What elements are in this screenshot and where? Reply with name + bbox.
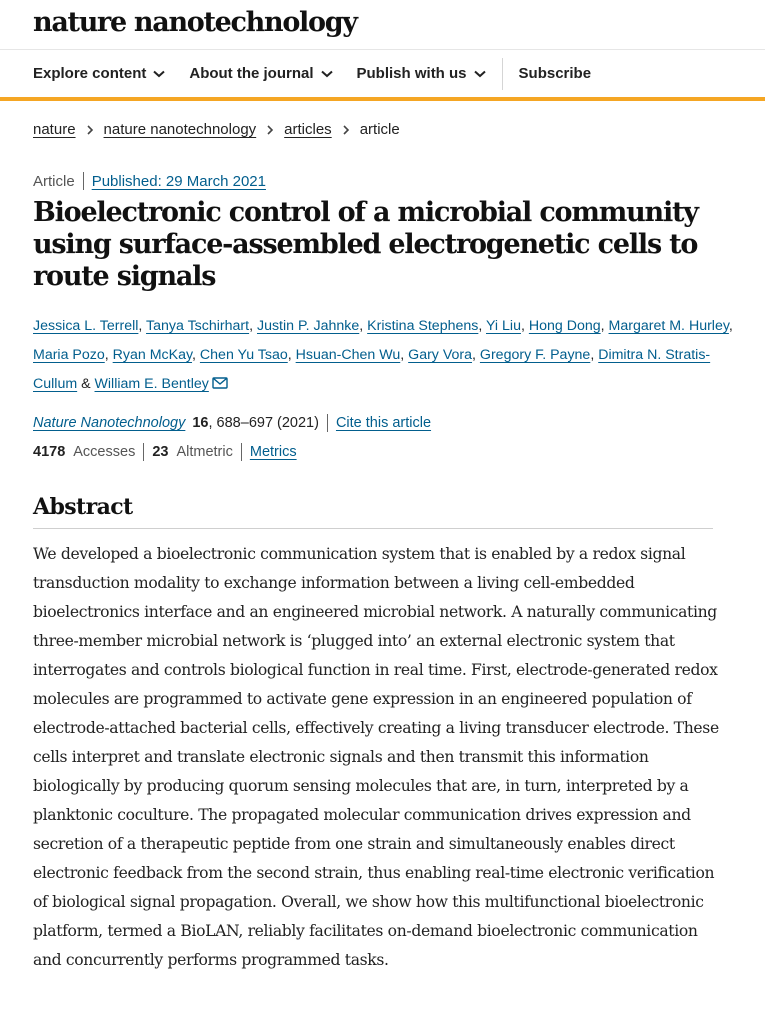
chevron-right-icon <box>266 125 274 135</box>
author-link[interactable]: Justin P. Jahnke <box>256 318 360 334</box>
chevron-down-icon <box>474 70 486 78</box>
published-date-link[interactable]: Published: 29 March 2021 <box>91 172 266 190</box>
author-link[interactable]: Hong Dong <box>528 318 601 334</box>
nav-explore-content-label: Explore content <box>33 65 147 82</box>
abstract-heading: Abstract <box>33 494 713 529</box>
author-link[interactable]: Dimitra N. Stratis-Cullum <box>33 347 711 392</box>
author-link[interactable]: Tanya Tschirhart <box>146 318 250 334</box>
author-link[interactable]: Maria Pozo <box>33 347 105 363</box>
author-link[interactable]: Jessica L. Terrell <box>33 318 139 334</box>
accesses-count: 4178 <box>33 444 66 460</box>
nav-about-journal-label: About the journal <box>189 65 314 82</box>
nav-subscribe[interactable]: Subscribe <box>518 65 592 82</box>
breadcrumb <box>33 121 400 138</box>
volume: 16 <box>192 415 209 431</box>
main-nav <box>0 50 765 101</box>
author-link[interactable]: Kristina Stephens <box>367 318 479 334</box>
chevron-down-icon <box>153 70 165 78</box>
nav-divider <box>502 58 503 90</box>
divider <box>83 172 84 190</box>
author-link[interactable]: Chen Yu Tsao <box>199 347 288 363</box>
author-link[interactable]: Ryan McKay <box>112 347 193 363</box>
author-list: Jessica L. Terrell, Tanya Tschirhart, Justin P. Jahnke, Kristina Stephens, Yi Liu, Hong Dong, Margaret M. Hurley, Maria Pozo, Ryan McKay, Chen Yu Tsao, Hsuan-Chen Wu, Gary Vora, Gregory F. Payne, Dimitra N. Stratis-Cullum & William E. Bentley <box>33 318 733 392</box>
author-link[interactable]: Margaret M. Hurley <box>608 318 729 334</box>
altmetric-count: 23 <box>152 444 169 460</box>
breadcrumb-nature[interactable]: nature <box>33 121 76 138</box>
mail-icon[interactable] <box>212 377 228 389</box>
pages-year: , 688–697 (2021) <box>208 415 319 431</box>
nav-about-journal[interactable] <box>189 65 332 82</box>
citation-line <box>33 414 431 432</box>
breadcrumb-articles[interactable]: articles <box>284 121 332 138</box>
author-link[interactable]: Yi Liu <box>486 318 521 334</box>
author-link[interactable]: Gary Vora <box>408 347 473 363</box>
site-logo[interactable]: nature nanotechnology <box>33 7 357 38</box>
article-type: Article <box>33 172 75 190</box>
altmetric-label: Altmetric <box>176 444 233 460</box>
article-meta <box>33 172 266 190</box>
divider <box>143 443 144 461</box>
metrics-line <box>33 443 297 461</box>
abstract-text: We developed a bioelectronic communication system that is enabled by a redox signal transduction modality to exchange information between a living cell-embedded bioelectronics interface and an engineered microbial network. A naturally communicating three-member microbial network is ‘plugged into’ an external electronic system that interrogates and controls biological function in real time. First, electrode-generated redox molecules are programmed to activate gene expression in an engineered population of electrode-attached bacterial cells, effectively creating a living transducer electrode. These cells interpret and translate electronic signals and then transmit this information biologically by producing quorum sensing molecules that are, in turn, interpreted by a planktonic coculture. The propagated molecular communication drives expression and secretion of a therapeutic peptide from one strain and simultaneously enables direct electronic feedback from the second strain, thus enabling real-time electronic verification of biological signal propagation. Overall, we show how this multifunctional bioelectronic platform, termed a BioLAN, reliably facilitates on-demand bioelectronic communication and concurrently performs programmed tasks. <box>33 545 719 969</box>
nav-publish-with-us[interactable] <box>357 65 486 82</box>
nav-publish-with-us-label: Publish with us <box>356 65 467 82</box>
journal-name-link[interactable]: Nature Nanotechnology <box>33 415 186 431</box>
chevron-right-icon <box>86 125 94 135</box>
cite-this-article-link[interactable]: Cite this article <box>335 415 432 431</box>
accesses-label: Accesses <box>73 444 136 460</box>
nav-explore-content[interactable] <box>33 65 165 82</box>
author-link[interactable]: Hsuan-Chen Wu <box>295 347 401 363</box>
chevron-down-icon <box>321 70 333 78</box>
breadcrumb-nature-nanotechnology[interactable]: nature nanotechnology <box>103 121 257 138</box>
masthead <box>0 0 765 50</box>
breadcrumb-current: article <box>359 121 400 138</box>
article-title: Bioelectronic control of a microbial community using surface-assembled electrogenetic cells to route signals <box>33 197 698 292</box>
divider <box>327 414 328 432</box>
author-link[interactable]: William E. Bentley <box>94 376 209 392</box>
author-link[interactable]: Gregory F. Payne <box>479 347 591 363</box>
divider <box>241 443 242 461</box>
chevron-right-icon <box>342 125 350 135</box>
metrics-link[interactable]: Metrics <box>249 444 297 460</box>
